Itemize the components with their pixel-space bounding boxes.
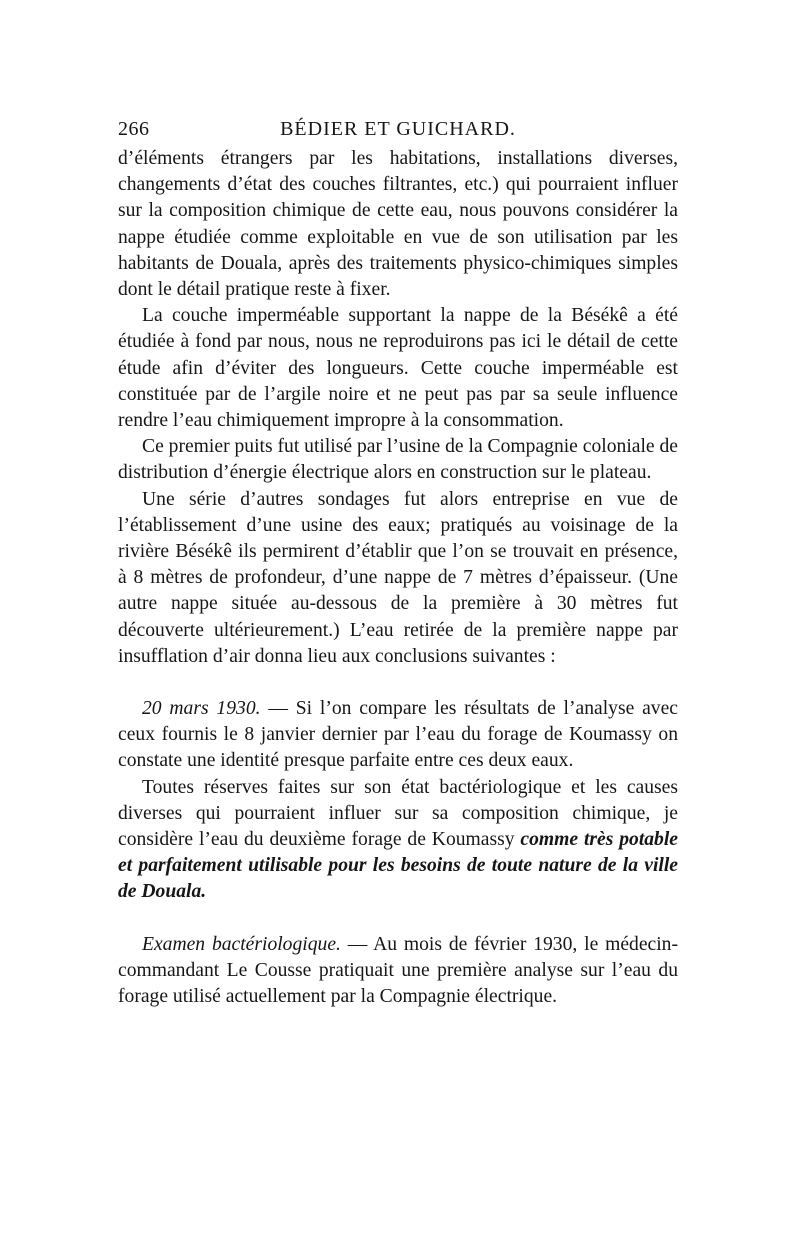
paragraph-6-text: Toutes réserves faites sur son état bactériologique et les causes diverses qui pourraient influer sur sa composition chimique, je considère l’eau du deuxième forage de Koumassy [118, 776, 678, 851]
paragraph-2: La couche imperméable supportant la nappe de la Bésékê a été étudiée à fond par nous, nous ne reproduirons pas ici le détail de cette étude afin d’éviter des longueurs. Cette couche imperméable est constituée par de l’argile noire et ne peut pas par sa seule influence rendre l’eau chimiquement impropre à la consommation. [118, 305, 678, 432]
conclusion-emphasis: comme très potable et parfaitement utilisable pour les besoins de toute nature de la ville de Douala. [118, 829, 678, 903]
running-title: BÉDIER ET GUICHARD. [280, 118, 516, 140]
paragraph-5-text: — Si l’on compare les résultats de l’analyse avec ceux fournis le 8 janvier dernier par l’eau du forage de Koumassy on constate une identité presque parfaite entre ces deux eaux. [118, 698, 678, 772]
section-gap-2 [118, 906, 678, 932]
page-number: 266 [118, 118, 150, 140]
page-header [118, 112, 678, 146]
paragraph-4: Une série d’autres sondages fut alors entreprise en vue de l’établissement d’une usine des eaux; pratiqués au voisinage de la rivière Bésékê ils permirent d’établir que l’on se trouvait en présence, à 8 mètres de profondeur, d’une nappe de 7 mètres d’épaisseur. (Une autre nappe située au-dessous de la première à 30 mètres fut découverte ultérieurement.) L’eau retirée de la première nappe par insufflation d’air donna lieu aux conclusions suivantes : [118, 488, 678, 667]
section-gap [118, 670, 678, 696]
paragraph-5 [118, 696, 678, 775]
paragraph-7-text: — Au mois de février 1930, le médecin-commandant Le Cousse pratiquait une première analyse sur l’eau du forage utilisé actuellement par la Compagnie électrique. [118, 933, 678, 1008]
section-label: Examen bactériologique. [142, 933, 341, 955]
paragraph-1: d’éléments étrangers par les habitations, installations diverses, changements d’état des couches filtrantes, etc.) qui pourraient influer sur la composition chimique de cette eau, nous pouvons considérer la nappe étudiée comme exploitable en vue de son utilisation par les habitants de Douala, après des traitements physico-chimiques simples dont le détail pratique reste à fixer. [118, 148, 678, 301]
body-text [118, 146, 678, 1010]
document-page [118, 112, 678, 1010]
paragraph-3: Ce premier puits fut utilisé par l’usine de la Compagnie coloniale de distribution d’énergie électrique alors en construction sur le plateau. [118, 436, 678, 484]
date-label: 20 mars 1930. [142, 698, 261, 720]
paragraph-7 [118, 932, 678, 1011]
paragraph-6 [118, 775, 678, 906]
